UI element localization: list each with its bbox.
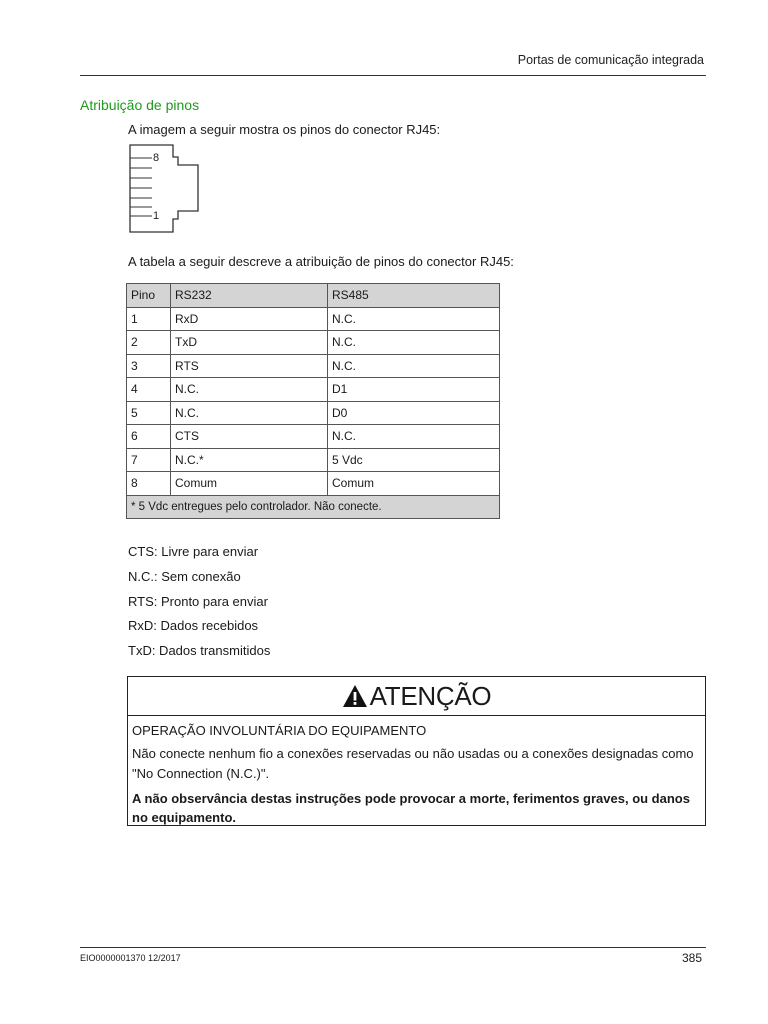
table-cell: CTS	[171, 425, 328, 449]
table-cell: Comum	[328, 472, 500, 496]
table-cell: 4	[127, 378, 171, 402]
table-row	[127, 448, 500, 472]
column-header-pin: Pino	[127, 284, 171, 308]
warning-box	[127, 676, 706, 826]
table-cell: 2	[127, 331, 171, 355]
warning-title: ATENÇÃO	[369, 680, 492, 711]
table-row	[127, 307, 500, 331]
warning-consequence: A não observância destas instruções pode provocar a morte, ferimentos graves, ou danos no equipamento.	[132, 791, 690, 825]
table-cell: 1	[127, 307, 171, 331]
table-cell: N.C.	[171, 401, 328, 425]
table-cell: N.C.	[328, 425, 500, 449]
legend-item: TxD: Dados transmitidos	[128, 643, 271, 659]
footer-divider	[80, 947, 706, 948]
table-footnote-row	[127, 495, 500, 519]
table-cell: TxD	[171, 331, 328, 355]
table-header-row	[127, 284, 500, 308]
intro-table-text: A tabela a seguir descreve a atribuição de pinos do conector RJ45:	[128, 254, 514, 269]
table-cell: N.C.	[171, 378, 328, 402]
legend-item: RxD: Dados recebidos	[128, 618, 259, 634]
table-cell: N.C.	[328, 331, 500, 355]
table-cell: RTS	[171, 354, 328, 378]
table-cell: 5 Vdc	[328, 448, 500, 472]
table-cell: 6	[127, 425, 171, 449]
table-cell: N.C.	[328, 307, 500, 331]
intro-image-text: A imagem a seguir mostra os pinos do conector RJ45:	[128, 122, 441, 137]
pin-assignment-table	[126, 283, 500, 519]
table-cell: Comum	[171, 472, 328, 496]
legend-item: RTS: Pronto para enviar	[128, 593, 268, 609]
page-header-title: Portas de comunicação integrada	[517, 53, 704, 67]
rj45-connector-diagram	[128, 143, 204, 235]
warning-header	[128, 677, 705, 716]
table-cell: N.C.	[328, 354, 500, 378]
table-cell: 5	[127, 401, 171, 425]
column-header-rs485: RS485	[328, 284, 500, 308]
column-header-rs232: RS232	[171, 284, 328, 308]
table-cell: N.C.*	[171, 448, 328, 472]
legend-item: N.C.: Sem conexão	[128, 568, 241, 584]
warning-subtitle: OPERAÇÃO INVOLUNTÁRIA DO EQUIPAMENTO	[132, 723, 427, 738]
page-number: 385	[681, 951, 702, 965]
table-cell: 8	[127, 472, 171, 496]
connector-pin-1-label: 1	[153, 210, 160, 222]
table-cell: D1	[328, 378, 500, 402]
legend-item: CTS: Livre para enviar	[128, 544, 259, 559]
warning-triangle-icon	[342, 684, 368, 708]
connector-pin-8-label: 8	[153, 152, 160, 164]
table-cell: 7	[127, 448, 171, 472]
abbreviation-legend	[128, 540, 270, 664]
table-row	[127, 354, 500, 378]
table-row	[127, 425, 500, 449]
table-cell: 3	[127, 354, 171, 378]
table-cell: RxD	[171, 307, 328, 331]
table-cell: D0	[328, 401, 500, 425]
table-row	[127, 378, 500, 402]
section-title: Atribuição de pinos	[80, 97, 200, 113]
table-row	[127, 472, 500, 496]
table-row	[127, 331, 500, 355]
header-divider	[80, 75, 706, 76]
warning-text: Não conecte nenhum fio a conexões reservadas ou não usadas ou a conexões designadas como "No Connection (N.C.)".	[132, 746, 694, 781]
table-footnote: * 5 Vdc entregues pelo controlador. Não conecte.	[127, 495, 500, 519]
footer-document-id: EIO0000001370 12/2017	[80, 953, 181, 963]
table-row	[127, 401, 500, 425]
